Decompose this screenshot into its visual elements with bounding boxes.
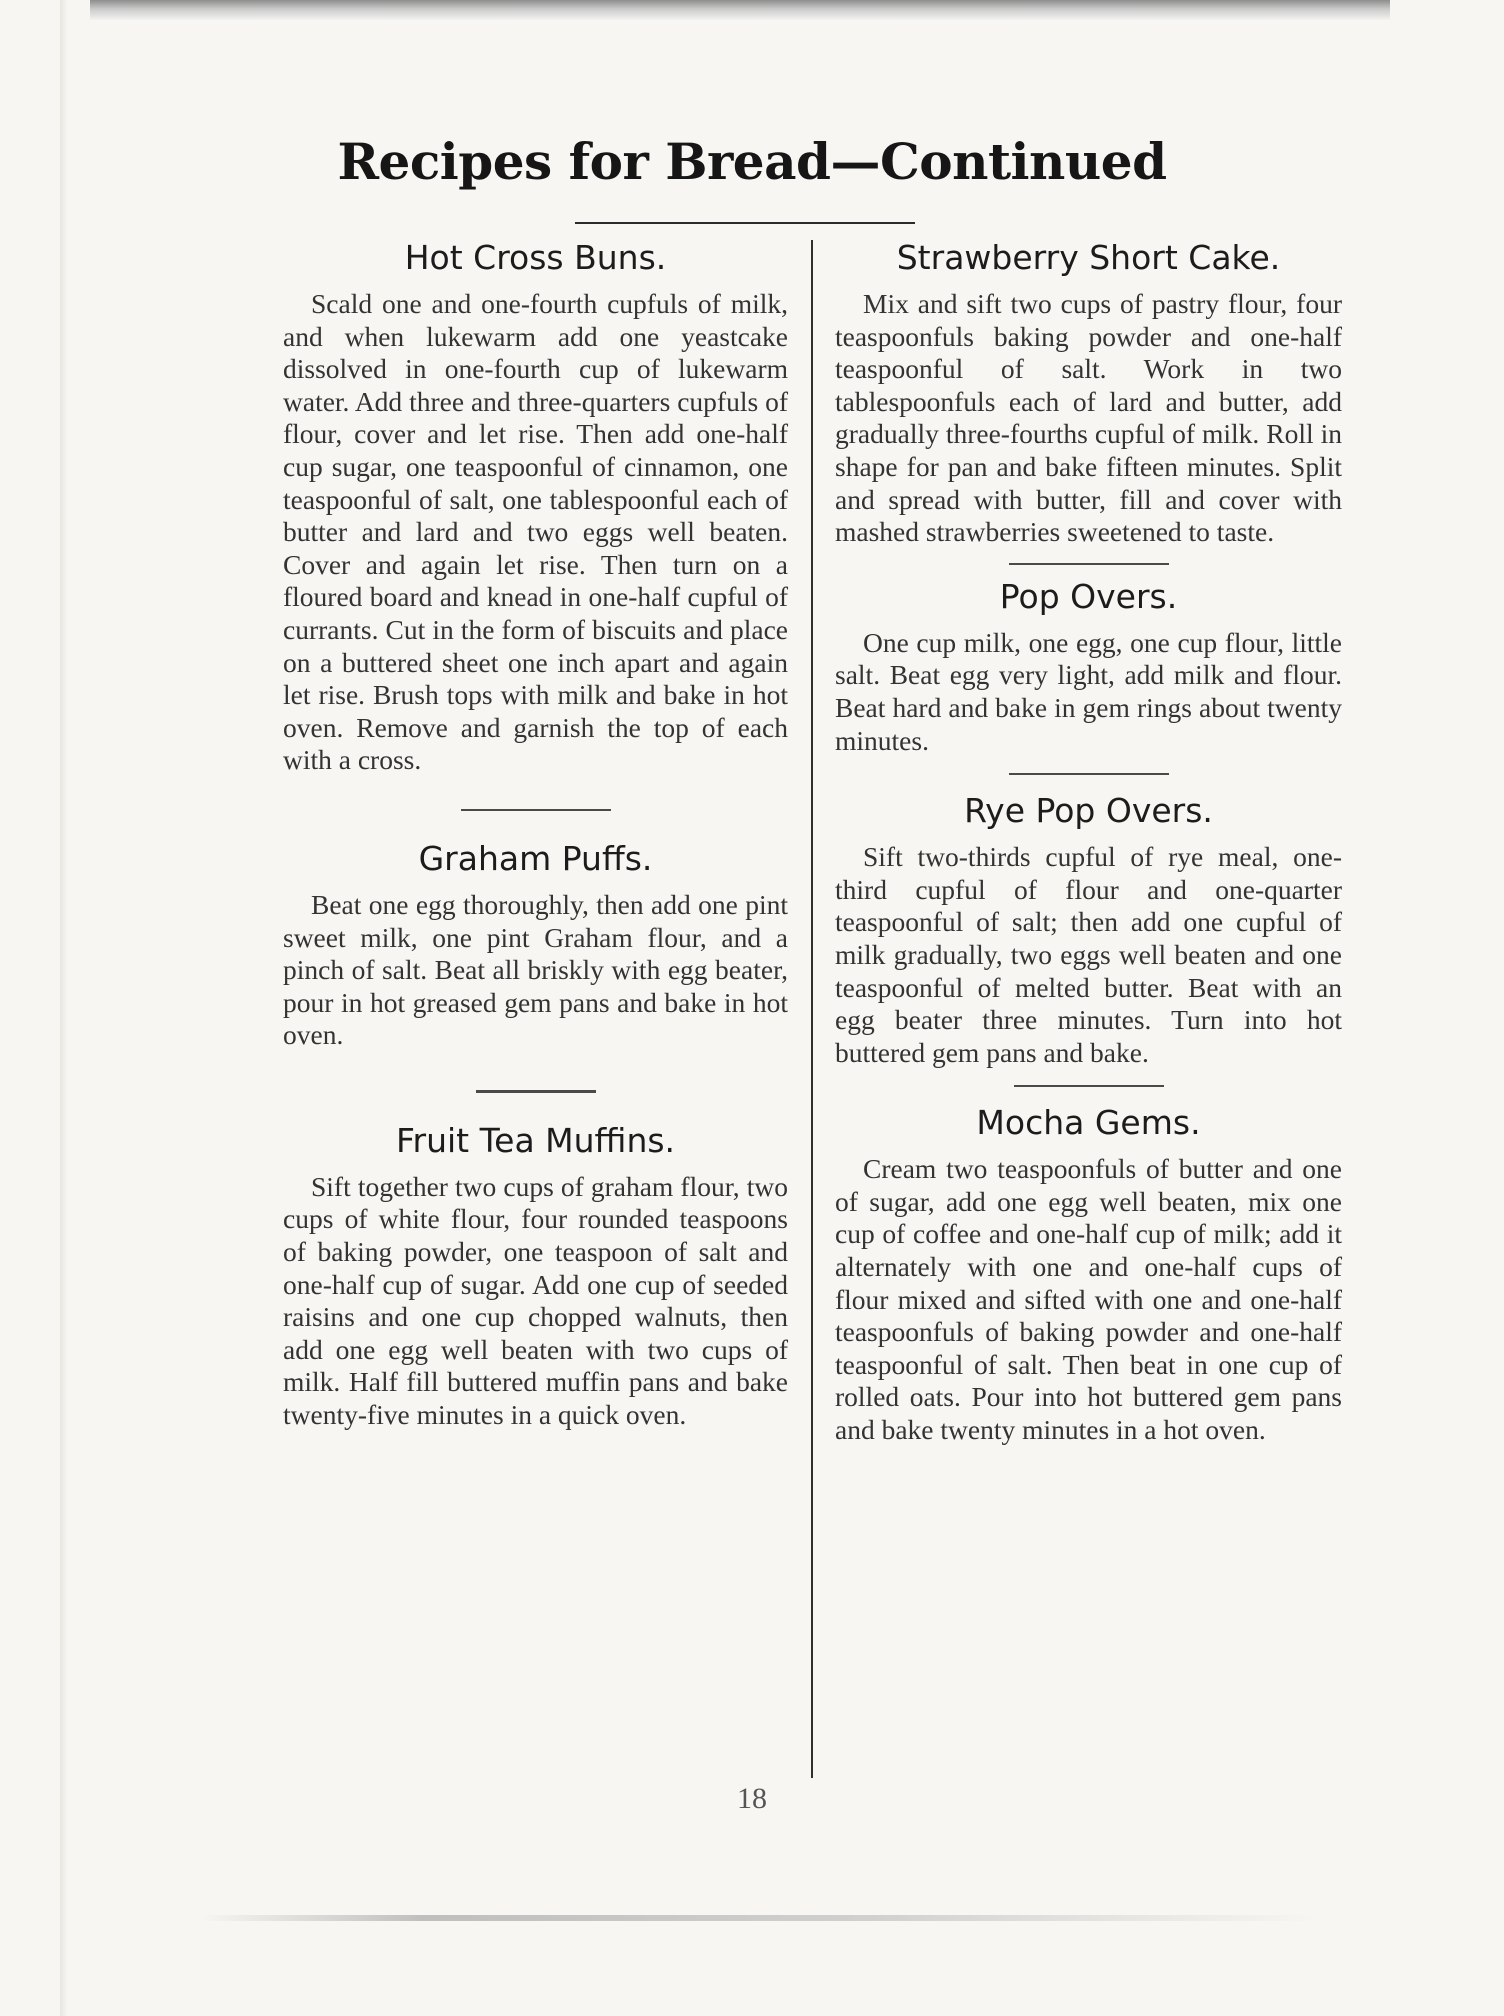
recipe-text: Sift two-thirds cupful of rye meal, one-third cupful of flour and one-quarter teaspoonful of salt; then add one cupful of milk gradually, two eggs well beaten and one teaspoonful of melted butter. Beat with an egg beater three minutes. Turn into hot buttered gem pans and bake. [835, 841, 1342, 1068]
recipe-text: Scald one and one-fourth cupfuls of milk, and when lukewarm add one yeastcake dissolved in one-fourth cup of lukewarm water. Add three and three-quarters cupfuls of flour, cover and let rise. Then add one-half cup sugar, one teaspoonful of cinnamon, one teaspoonful of salt, one tablespoonful each of butter and lard and two eggs well beaten. Cover and again let rise. Then turn on a floured board and knead in one-half cupful of currants. Cut in the form of biscuits and place on a buttered sheet one inch apart and again let rise. Brush tops with milk and bake in hot oven. Remove and garnish the top of each with a cross. [283, 288, 788, 776]
recipe-title: Fruit Tea Muffins. [395, 1120, 676, 1160]
recipe-text: Cream two teaspoonfuls of butter and one of sugar, add one egg well beaten, mix one cup of coffee and one-half cup of milk; add it alternately with one and one-half cups of flour mixed and sifted with one and one-half teaspoonfuls of baking powder and one-half teaspoonful of salt. Then beat in one cup of rolled oats. Pour into hot buttered gem pans and bake twenty minutes in a hot oven. [835, 1153, 1342, 1446]
recipe-fruit-tea-muffins [283, 1119, 788, 1432]
recipe-rye-pop-overs [835, 789, 1342, 1069]
recipe-hot-cross-buns [283, 236, 788, 777]
recipe-text: Beat one egg thoroughly, then add one pint sweet milk, one pint Graham flour, and a pinch of salt. Beat all briskly with egg beater, pour in hot greased gem pans and bake in hot oven. [283, 888, 788, 1051]
right-column [835, 236, 1342, 1447]
section-divider-rule [461, 809, 611, 811]
section-divider-rule [476, 1090, 596, 1093]
recipe-graham-puffs [283, 837, 788, 1052]
recipe-text: Mix and sift two cups of pastry flour, four teaspoonfuls baking powder and one-half teaspoonful of salt. Work in two tablespoonfuls each of lard and butter, add gradually three-fourths cupful of milk. Roll in shape for pan and bake fifteen minutes. Split and spread with butter, fill and cover with mashed strawberries sweetened to taste. [835, 288, 1342, 548]
recipe-title: Graham Puffs. [418, 838, 653, 878]
recipe-title: Strawberry Short Cake. [896, 238, 1281, 277]
page-top-edge-shadow [90, 0, 1390, 20]
left-column [283, 236, 788, 1432]
title-underline-rule [575, 222, 915, 224]
recipe-title: Hot Cross Buns. [404, 238, 667, 277]
section-divider-rule [1009, 563, 1169, 565]
recipe-mocha-gems [835, 1101, 1342, 1446]
section-divider-rule [1014, 1085, 1164, 1087]
recipe-text: Sift together two cups of graham flour, two cups of white flour, four rounded teaspoons of baking powder, one teaspoon of salt and one-half cup of sugar. Add one cup of seeded raisins and one cup chopped walnuts, then add one egg well beaten with two cups of milk. Half fill buttered muffin pans and bake twenty-five minutes in a quick oven. [283, 1170, 788, 1431]
page-bottom-edge-shadow [200, 1915, 1320, 1921]
section-divider-rule [1009, 773, 1169, 775]
recipe-title: Mocha Gems. [976, 1103, 1201, 1143]
page-left-edge-shadow [60, 0, 68, 2016]
recipe-text: One cup milk, one egg, one cup flour, little salt. Beat egg very light, add milk and flour. Beat hard and bake in gem rings about twenty minutes. [835, 626, 1342, 756]
column-divider [811, 240, 813, 1778]
recipe-strawberry-short-cake [835, 236, 1342, 549]
recipe-title: Rye Pop Overs. [964, 791, 1213, 831]
page-number: 18 [737, 1782, 767, 1815]
recipe-pop-overs [835, 575, 1342, 757]
page-title: Recipes for Bread—Continued [337, 132, 1167, 191]
recipe-title: Pop Overs. [999, 576, 1178, 616]
